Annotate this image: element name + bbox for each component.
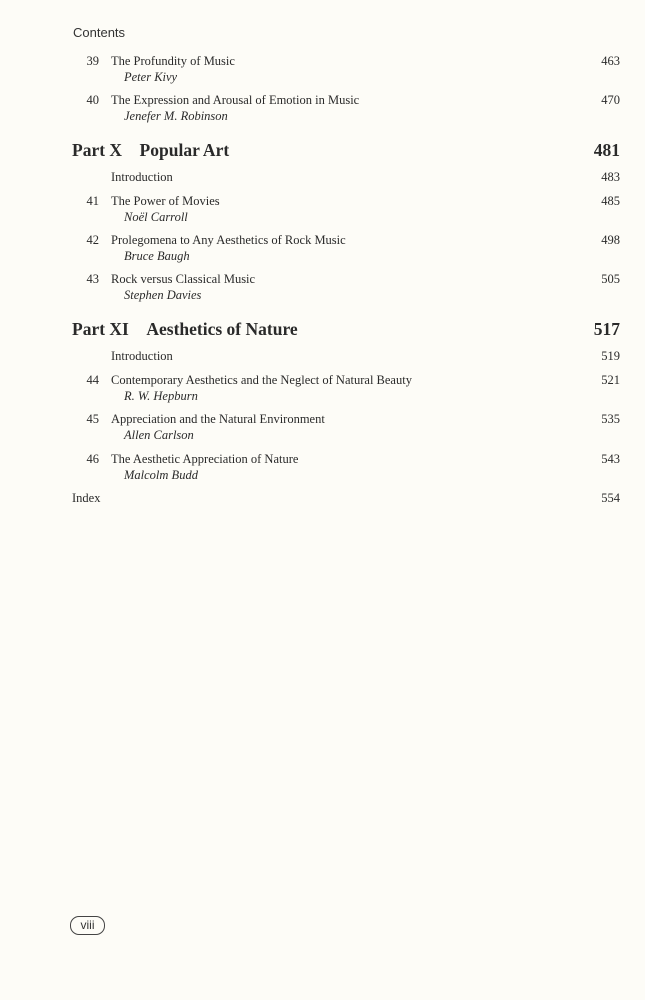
index-label: Index [72, 491, 101, 505]
chapter-title: The Expression and Arousal of Emotion in Music [111, 93, 360, 107]
chapter-author: Peter Kivy [124, 70, 178, 84]
chapter-title: The Profundity of Music [111, 54, 235, 68]
folio-page-number: viii [70, 916, 105, 935]
chapter-title: The Power of Movies [111, 194, 220, 208]
part-page-number: 481 [593, 140, 620, 160]
chapter-number: 39 [86, 54, 99, 68]
chapter-number: 41 [86, 194, 99, 208]
chapter-number: 44 [86, 373, 99, 387]
chapter-author: R. W. Hepburn [124, 389, 198, 403]
chapter-title: Prolegomena to Any Aesthetics of Rock Music [111, 233, 346, 247]
introduction-title: Introduction [111, 170, 173, 184]
page-number: 554 [601, 491, 620, 505]
chapter-title: Contemporary Aesthetics and the Neglect of Natural Beauty [111, 373, 412, 387]
page-number: 519 [601, 349, 620, 363]
page-number: 543 [601, 452, 620, 466]
part-title: Part XI Aesthetics of Nature [72, 319, 298, 339]
chapter-number: 43 [86, 272, 99, 286]
chapter-author: Noël Carroll [124, 210, 188, 224]
chapter-author: Stephen Davies [124, 288, 202, 302]
chapter-number: 46 [86, 452, 99, 466]
chapter-number: 42 [86, 233, 99, 247]
chapter-number: 40 [86, 93, 99, 107]
page-number: 505 [601, 272, 620, 286]
chapter-title: The Aesthetic Appreciation of Nature [111, 452, 299, 466]
page-number: 521 [601, 373, 620, 387]
introduction-title: Introduction [111, 349, 173, 363]
page-number: 463 [601, 54, 620, 68]
running-head: Contents [73, 25, 126, 40]
chapter-author: Bruce Baugh [124, 249, 190, 263]
chapter-title: Rock versus Classical Music [111, 272, 256, 286]
page-number: 498 [601, 233, 620, 247]
part-title: Part X Popular Art [72, 140, 230, 160]
chapter-author: Allen Carlson [124, 428, 194, 442]
chapter-author: Malcolm Budd [124, 468, 198, 482]
page-number: 535 [601, 412, 620, 426]
chapter-number: 45 [86, 412, 99, 426]
part-page-number: 517 [593, 319, 620, 339]
page-number: 485 [601, 194, 620, 208]
page-number: 483 [601, 170, 620, 184]
page-number: 470 [601, 93, 620, 107]
chapter-author: Jenefer M. Robinson [124, 109, 228, 123]
chapter-title: Appreciation and the Natural Environment [111, 412, 325, 426]
